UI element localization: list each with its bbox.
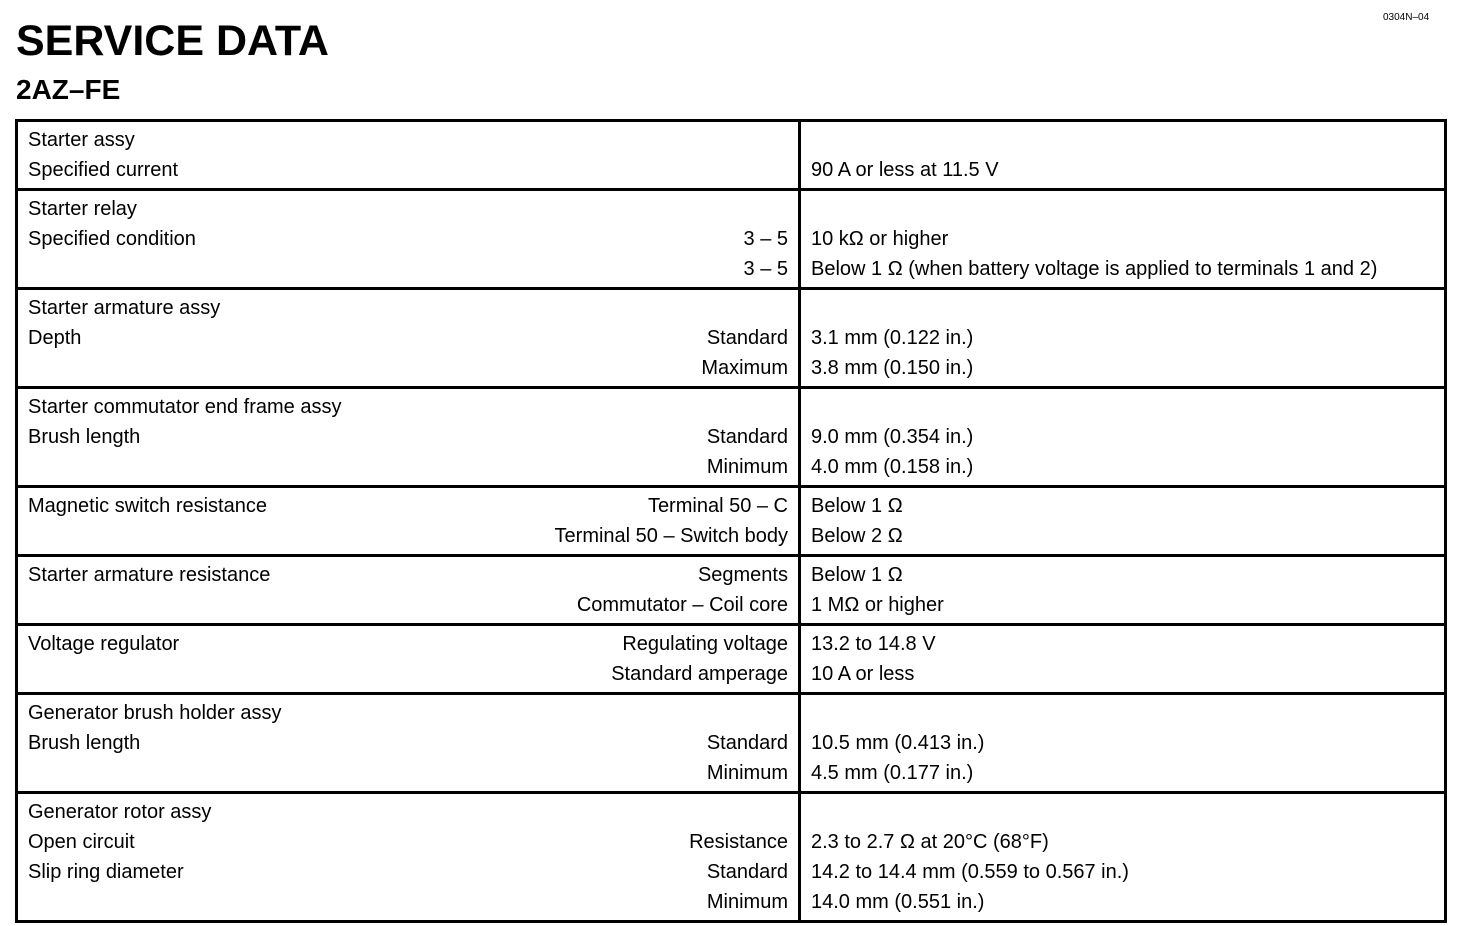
spec-value-cell — [800, 625, 1446, 694]
spec-line — [28, 254, 788, 284]
spec-label: Open circuit — [28, 831, 135, 853]
spec-row — [17, 121, 1446, 190]
spec-condition: Standard — [706, 861, 788, 883]
document-code: 0304N–04 — [1383, 12, 1430, 23]
spec-row — [17, 487, 1446, 556]
spec-value-cell — [800, 793, 1446, 922]
spec-condition: Terminal 50 – Switch body — [554, 525, 788, 547]
spec-value-cell — [800, 487, 1446, 556]
spec-row — [17, 190, 1446, 289]
spec-label: Generator brush holder assy — [28, 702, 282, 724]
spec-value: 10.5 mm (0.413 in.) — [811, 732, 985, 754]
spec-line — [28, 887, 788, 917]
spec-value: 4.5 mm (0.177 in.) — [811, 762, 974, 784]
spec-label: Specified current — [28, 159, 179, 181]
spec-value: Below 1 Ω — [811, 495, 903, 517]
spec-value: 13.2 to 14.8 V — [811, 633, 936, 655]
spec-row — [17, 289, 1446, 388]
spec-value: 14.2 to 14.4 mm (0.559 to 0.567 in.) — [811, 861, 1129, 883]
spec-row — [17, 694, 1446, 793]
spec-label: Voltage regulator — [28, 633, 180, 655]
page-title: SERVICE DATA — [16, 17, 329, 65]
spec-line — [28, 827, 788, 857]
spec-label: Specified condition — [28, 228, 196, 250]
spec-line — [28, 491, 788, 521]
spec-value — [811, 797, 1434, 827]
spec-label: Magnetic switch resistance — [28, 495, 267, 517]
spec-value: 14.0 mm (0.551 in.) — [811, 891, 985, 913]
spec-row — [17, 556, 1446, 625]
spec-value: 3.8 mm (0.150 in.) — [811, 357, 974, 379]
spec-line — [28, 155, 788, 185]
spec-line — [28, 560, 788, 590]
spec-condition: Maximum — [701, 357, 788, 379]
spec-item-cell — [17, 793, 800, 922]
spec-value-cell — [800, 190, 1446, 289]
spec-value — [811, 392, 1434, 422]
spec-value-cell — [800, 121, 1446, 190]
spec-value: 3.1 mm (0.122 in.) — [811, 327, 974, 349]
spec-value — [811, 293, 1434, 323]
spec-label: Slip ring diameter — [28, 861, 184, 883]
spec-condition: Standard — [706, 426, 788, 448]
spec-label: Starter armature assy — [28, 297, 221, 319]
spec-condition: Regulating voltage — [622, 633, 788, 655]
spec-row — [17, 388, 1446, 487]
spec-value: Below 1 Ω — [811, 564, 903, 586]
spec-condition: Minimum — [706, 456, 788, 478]
spec-value-cell — [800, 556, 1446, 625]
spec-value: 10 A or less — [811, 663, 915, 685]
spec-condition: Minimum — [706, 762, 788, 784]
spec-item-cell — [17, 625, 800, 694]
spec-condition: Terminal 50 – C — [647, 495, 788, 517]
spec-line — [28, 797, 788, 827]
spec-line — [28, 392, 788, 422]
spec-line — [28, 698, 788, 728]
spec-label: Generator rotor assy — [28, 801, 212, 823]
spec-item-cell — [17, 388, 800, 487]
service-data-table-body — [17, 121, 1446, 922]
spec-condition: Commutator – Coil core — [576, 594, 788, 616]
spec-condition: Standard — [706, 327, 788, 349]
spec-line — [28, 194, 788, 224]
spec-value: 2.3 to 2.7 Ω at 20°C (68°F) — [811, 831, 1049, 853]
spec-label: Depth — [28, 327, 82, 349]
service-data-table — [15, 119, 1447, 923]
spec-value — [811, 194, 1434, 224]
spec-label: Starter relay — [28, 198, 137, 220]
spec-condition: Resistance — [689, 831, 788, 853]
spec-line — [28, 293, 788, 323]
spec-value: 1 MΩ or higher — [811, 594, 944, 616]
spec-label: Starter commutator end frame assy — [28, 396, 342, 418]
spec-item-cell — [17, 190, 800, 289]
spec-condition: Minimum — [706, 891, 788, 913]
spec-label: Brush length — [28, 426, 141, 448]
spec-value — [811, 698, 1434, 728]
spec-value: Below 2 Ω — [811, 525, 903, 547]
spec-value: 90 A or less at 11.5 V — [811, 159, 999, 181]
spec-condition: Standard — [706, 732, 788, 754]
spec-value-cell — [800, 289, 1446, 388]
spec-condition: Standard amperage — [611, 663, 788, 685]
spec-row — [17, 625, 1446, 694]
spec-line — [28, 224, 788, 254]
spec-line — [28, 323, 788, 353]
spec-value: 4.0 mm (0.158 in.) — [811, 456, 974, 478]
spec-item-cell — [17, 121, 800, 190]
spec-label: Brush length — [28, 732, 141, 754]
engine-model-subtitle: 2AZ–FE — [16, 74, 121, 105]
spec-condition: Segments — [697, 564, 788, 586]
spec-item-cell — [17, 556, 800, 625]
spec-line — [28, 857, 788, 887]
spec-label: Starter armature resistance — [28, 564, 271, 586]
spec-line — [28, 125, 788, 155]
spec-value: 9.0 mm (0.354 in.) — [811, 426, 974, 448]
spec-condition: 3 – 5 — [743, 258, 788, 280]
spec-line — [28, 629, 788, 659]
spec-item-cell — [17, 487, 800, 556]
spec-line — [28, 422, 788, 452]
spec-row — [17, 793, 1446, 922]
spec-line — [28, 452, 788, 482]
spec-line — [28, 728, 788, 758]
spec-item-cell — [17, 289, 800, 388]
spec-line — [28, 659, 788, 689]
spec-value — [811, 125, 1434, 155]
spec-condition: 3 – 5 — [743, 228, 788, 250]
spec-value: 10 kΩ or higher — [811, 228, 949, 250]
spec-line — [28, 590, 788, 620]
spec-line — [28, 521, 788, 551]
spec-value-cell — [800, 388, 1446, 487]
spec-line — [28, 758, 788, 788]
spec-value-cell — [800, 694, 1446, 793]
spec-label: Starter assy — [28, 129, 135, 151]
spec-item-cell — [17, 694, 800, 793]
spec-value: Below 1 Ω (when battery voltage is applied to terminals 1 and 2) — [811, 258, 1378, 280]
spec-line — [28, 353, 788, 383]
